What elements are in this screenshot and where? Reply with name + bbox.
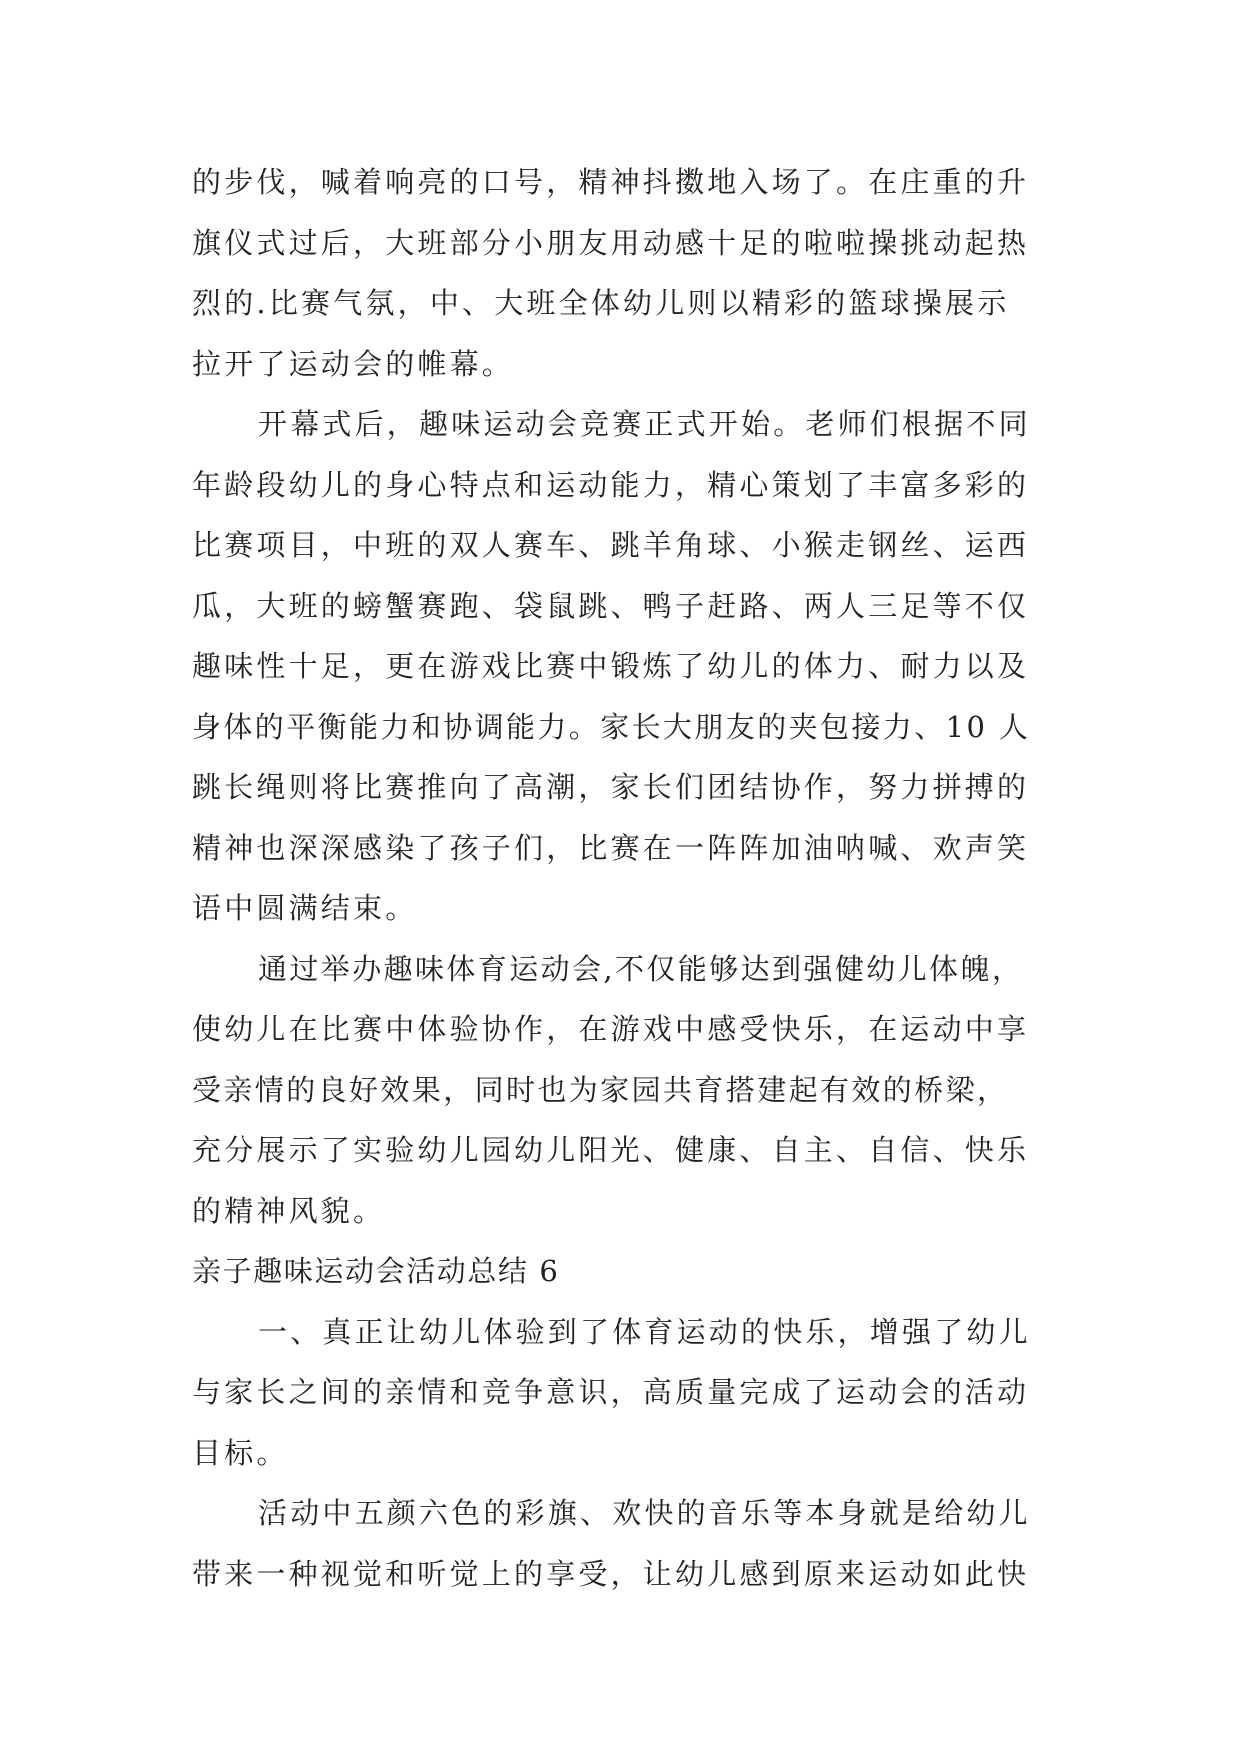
paragraph-first-line: 通过举办趣味体育运动会,不仅能够达到强健幼儿体魄， xyxy=(258,951,1024,986)
body-text-line: 语中圆满结束。 xyxy=(192,891,418,925)
body-text-line: 烈的.比赛气氛，中、大班全体幼儿则以精彩的篮球操展示 xyxy=(192,286,1010,320)
body-text-line: 拉开了运动会的帷幕。 xyxy=(192,346,515,381)
body-text-line: 趣味性十足，更在游戏比赛中锻炼了幼儿的体力、耐力以及 xyxy=(192,649,1030,683)
body-text-line: 瓜，大班的螃蟹赛跑、袋鼠跳、鸭子赶路、两人三足等不仅 xyxy=(192,588,1030,623)
paragraph-first-line: 活动中五颜六色的彩旗、欢快的音乐等本身就是给幼儿 xyxy=(258,1496,1031,1530)
body-text-line: 受亲情的良好效果，同时也为家园共育搭建起有效的桥梁， xyxy=(192,1072,1009,1107)
body-text-line: 的步伐，喊着响亮的口号，精神抖擞地入场了。在庄重的升 xyxy=(192,165,1030,199)
paragraph-first-line: 开幕式后，趣味运动会竞赛正式开始。老师们根据不同 xyxy=(258,407,1031,441)
document-body xyxy=(192,152,1050,1604)
body-text-line: 目标。 xyxy=(192,1435,289,1470)
section-heading: 亲子趣味运动会活动总结 6 xyxy=(192,1254,560,1288)
paragraph-first-line: 一、真正让幼儿体验到了体育运动的快乐，增强了幼儿 xyxy=(258,1314,1031,1349)
body-text-line: 使幼儿在比赛中体验协作，在游戏中感受快乐，在运动中享 xyxy=(192,1012,1030,1046)
body-text-line: 与家长之间的亲情和竞争意识，高质量完成了运动会的活动 xyxy=(192,1375,1030,1409)
body-text-line: 精神也深深感染了孩子们，比赛在一阵阵加油呐喊、欢声笑 xyxy=(192,830,1030,865)
body-text-line: 充分展示了实验幼儿园幼儿阳光、健康、自主、自信、快乐 xyxy=(192,1133,1030,1167)
body-text-line: 旗仪式过后，大班部分小朋友用动感十足的啦啦操挑动起热 xyxy=(192,225,1030,260)
body-text-line: 带来一种视觉和听觉上的享受，让幼儿感到原来运动如此快 xyxy=(192,1556,1030,1591)
body-text-line: 年龄段幼儿的身心特点和运动能力，精心策划了丰富多彩的 xyxy=(192,467,1030,502)
body-text-line: 的精神风貌。 xyxy=(192,1193,386,1228)
body-text-line: 跳长绳则将比赛推向了高潮，家长们团结协作，努力拼搏的 xyxy=(192,770,1030,804)
body-text-line: 身体的平衡能力和协调能力。家长大朋友的夹包接力、10 人 xyxy=(192,709,1031,744)
body-text-line: 比赛项目，中班的双人赛车、跳羊角球、小猴走钢丝、运西 xyxy=(192,528,1030,562)
